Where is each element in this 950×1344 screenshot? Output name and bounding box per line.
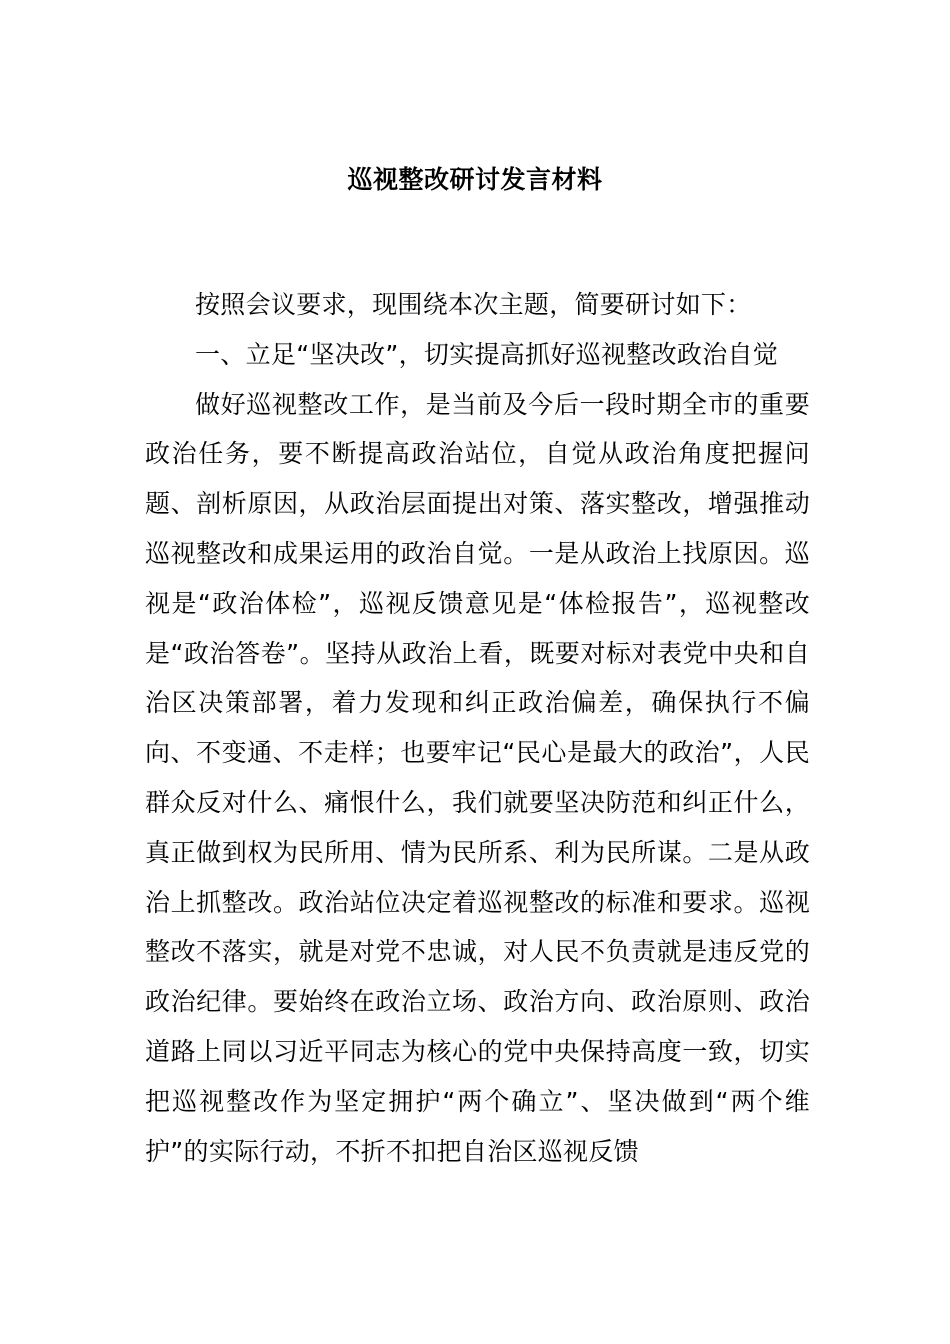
- document-body: [145, 280, 810, 1176]
- document-title: 巡视整改研讨发言材料: [347, 165, 603, 194]
- intro-paragraph: 按照会议要求，现围绕本次主题，简要研讨如下：: [195, 290, 752, 319]
- section-heading: 一、立足“坚决改”，切实提高抓好巡视整改政治自觉: [195, 339, 779, 369]
- body-paragraph: 做好巡视整改工作，是当前及今后一段时期全市的重要政治任务，要不断提高政治站位，自觉从政治角度把握问题、剖析原因，从政治层面提出对策、落实整改，增强推动巡视整改和成果运用的政治自觉。一是从政治上找原因。巡视是“政治体检”，巡视反馈意见是“体检报告”，巡视整改是“政治答卷”。坚持从政治上看，既要对标对表党中央和自治区决策部署，着力发现和纠正政治偏差，确保执行不偏向、不变通、不走样；也要牢记“民心是最大的政治”，人民群众反对什么、痛恨什么，我们就要坚决防范和纠正什么，真正做到权为民所用、情为民所系、利为民所谋。二是从政治上抓整改。政治站位决定着巡视整改的标准和要求。巡视整改不落实，就是对党不忠诚，对人民不负责就是违反党的政治纪律。要始终在政治立场、政治方向、政治原则、政治道路上同以习近平同志为核心的党中央保持高度一致，切实把巡视整改作为坚定拥护“两个确立”、坚决做到“两个维护”的实际行动，不折不扣把自治区巡视反馈: [145, 389, 810, 1166]
